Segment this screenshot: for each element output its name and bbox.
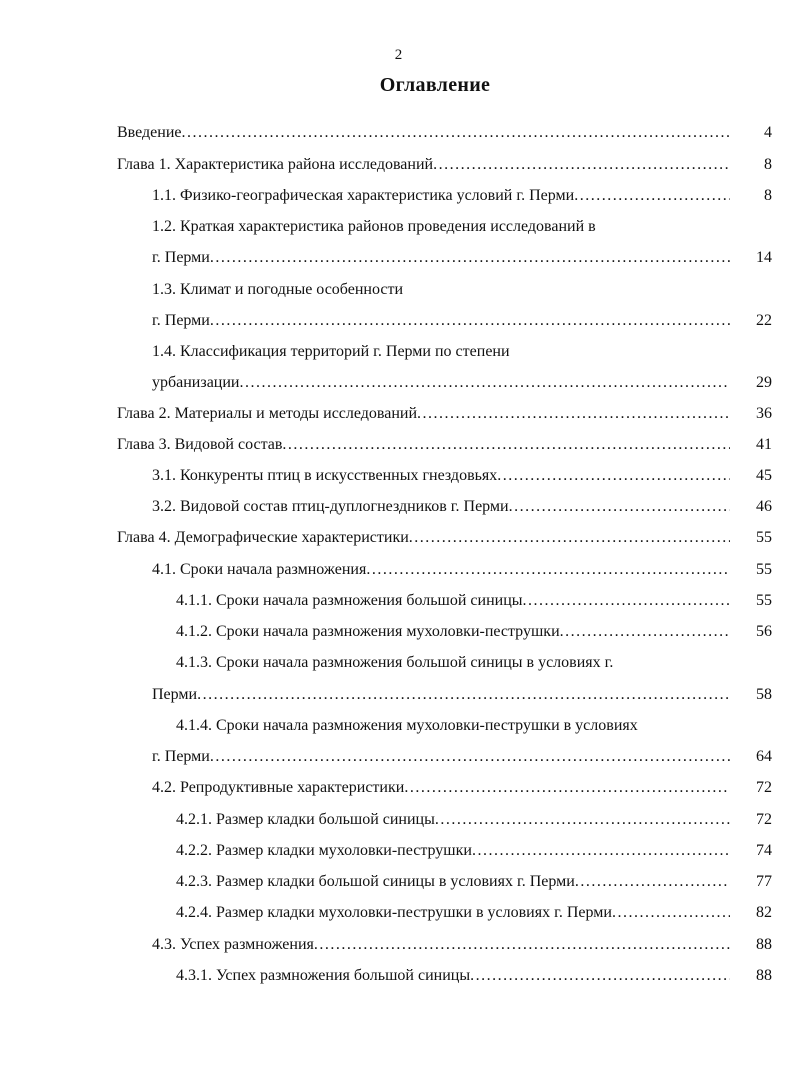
toc-entry-section-3-1[interactable]: 3.1. Конкуренты птиц в искусственных гнездовьях ..... xyxy=(152,467,730,489)
toc-page-number: 82 xyxy=(756,904,772,921)
toc-entry-chapter-3[interactable]: Глава 3. Видовой состав ..... xyxy=(117,436,730,458)
dot-leader xyxy=(239,374,730,392)
toc-entry-section-4-1-4[interactable]: г. Перми ..... xyxy=(152,748,730,770)
dot-leader xyxy=(409,529,730,547)
toc-entry-section-1-3-first-line[interactable]: 1.3. Климат и погодные особенности xyxy=(152,281,404,298)
toc-page-number: 46 xyxy=(756,498,772,515)
dot-leader xyxy=(417,405,730,423)
toc-entry-section-4-1-3-first-line[interactable]: 4.1.3. Сроки начала размножения большой синицы в условиях г. xyxy=(176,654,614,671)
toc-page-number: 55 xyxy=(756,529,772,546)
toc-entry-section-4-1-1[interactable]: 4.1.1. Сроки начала размножения большой синицы ..... xyxy=(176,592,730,614)
toc-page-number: 22 xyxy=(756,312,772,329)
toc-page-number: 72 xyxy=(756,811,772,828)
toc-entry-section-4-2-1[interactable]: 4.2.1. Размер кладки большой синицы ..... xyxy=(176,811,730,833)
dot-leader xyxy=(472,842,730,860)
toc-entry-chapter-4[interactable]: Глава 4. Демографические характеристики ..... xyxy=(117,529,730,551)
toc-page-number: 56 xyxy=(756,623,772,640)
dot-leader xyxy=(560,623,730,641)
dot-leader xyxy=(509,498,730,516)
toc-page-number: 14 xyxy=(756,249,772,266)
page-title: Оглавление xyxy=(379,74,491,96)
toc-entry-section-4-1-3[interactable]: Перми ..... xyxy=(152,686,730,708)
toc-page-number: 77 xyxy=(756,873,772,890)
toc-page-number: 74 xyxy=(756,842,772,859)
toc-page-number: 55 xyxy=(756,592,772,609)
dot-leader xyxy=(433,156,730,174)
toc-entry-section-1-2-first-line[interactable]: 1.2. Краткая характеристика районов проведения исследований в xyxy=(152,218,596,235)
toc-page-number: 72 xyxy=(756,779,772,796)
toc-entry-section-4-1[interactable]: 4.1. Сроки начала размножения ..... xyxy=(152,561,730,583)
toc-page-number: 64 xyxy=(756,748,772,765)
toc-page-number: 29 xyxy=(756,374,772,391)
dot-leader xyxy=(366,561,730,579)
dot-leader xyxy=(210,748,730,766)
toc-entry-chapter-1[interactable]: Глава 1. Характеристика района исследований ..... xyxy=(117,156,730,178)
toc-page-number: 41 xyxy=(756,436,772,453)
toc-entry-section-1-4-first-line[interactable]: 1.4. Классификация территорий г. Перми по степени xyxy=(152,343,510,360)
toc-entry-section-4-1-2[interactable]: 4.1.2. Сроки начала размножения мухоловки-пеструшки ..... xyxy=(176,623,730,645)
toc-entry-section-4-3[interactable]: 4.3. Успех размножения ..... xyxy=(152,936,730,958)
dot-leader xyxy=(470,967,730,985)
toc-page-number: 36 xyxy=(756,405,772,422)
toc-entry-section-4-1-4-first-line[interactable]: 4.1.4. Сроки начала размножения мухоловки-пеструшки в условиях xyxy=(176,717,638,734)
toc-entry-section-1-3[interactable]: г. Перми ..... xyxy=(152,312,730,334)
toc-entry-section-4-2-3[interactable]: 4.2.3. Размер кладки большой синицы в условиях г. Перми ..... xyxy=(176,873,730,895)
toc-entry-section-4-2-4[interactable]: 4.2.4. Размер кладки мухоловки-пеструшки в условиях г. Перми ..... xyxy=(176,904,730,926)
dot-leader xyxy=(182,124,731,142)
toc-page-number: 58 xyxy=(756,686,772,703)
toc-entry-section-4-2-2[interactable]: 4.2.2. Размер кладки мухоловки-пеструшки ..... xyxy=(176,842,730,864)
toc-page-number: 8 xyxy=(764,156,772,173)
toc-page-number: 4 xyxy=(764,124,772,141)
toc-page-number: 45 xyxy=(756,467,772,484)
dot-leader xyxy=(575,873,730,891)
toc-entry-introduction[interactable]: Введение ..... xyxy=(117,124,730,146)
page-number: 2 xyxy=(394,47,403,63)
toc-entry-section-1-2[interactable]: г. Перми ..... xyxy=(152,249,730,271)
toc-page-number: 55 xyxy=(756,561,772,578)
toc-page-number: 88 xyxy=(756,936,772,953)
dot-leader xyxy=(523,592,730,610)
toc-entry-section-4-3-1[interactable]: 4.3.1. Успех размножения большой синицы ..... xyxy=(176,967,730,989)
dot-leader xyxy=(497,467,730,485)
dot-leader xyxy=(435,811,730,829)
dot-leader xyxy=(404,779,730,797)
toc-entry-section-1-4[interactable]: урбанизации ..... xyxy=(152,374,730,396)
dot-leader xyxy=(282,436,730,454)
dot-leader xyxy=(197,686,730,704)
toc-page-number: 8 xyxy=(764,187,772,204)
toc-page-number: 88 xyxy=(756,967,772,984)
dot-leader xyxy=(612,904,730,922)
dot-leader xyxy=(574,187,730,205)
toc-entry-section-1-1[interactable]: 1.1. Физико-географическая характеристика условий г. Перми ..... xyxy=(152,187,730,209)
dot-leader xyxy=(210,249,730,267)
dot-leader xyxy=(314,936,730,954)
toc-entry-section-4-2[interactable]: 4.2. Репродуктивные характеристики ..... xyxy=(152,779,730,801)
toc-entry-section-3-2[interactable]: 3.2. Видовой состав птиц-дуплогнездников г. Перми ..... xyxy=(152,498,730,520)
toc-entry-chapter-2[interactable]: Глава 2. Материалы и методы исследований ..... xyxy=(117,405,730,427)
dot-leader xyxy=(210,312,730,330)
